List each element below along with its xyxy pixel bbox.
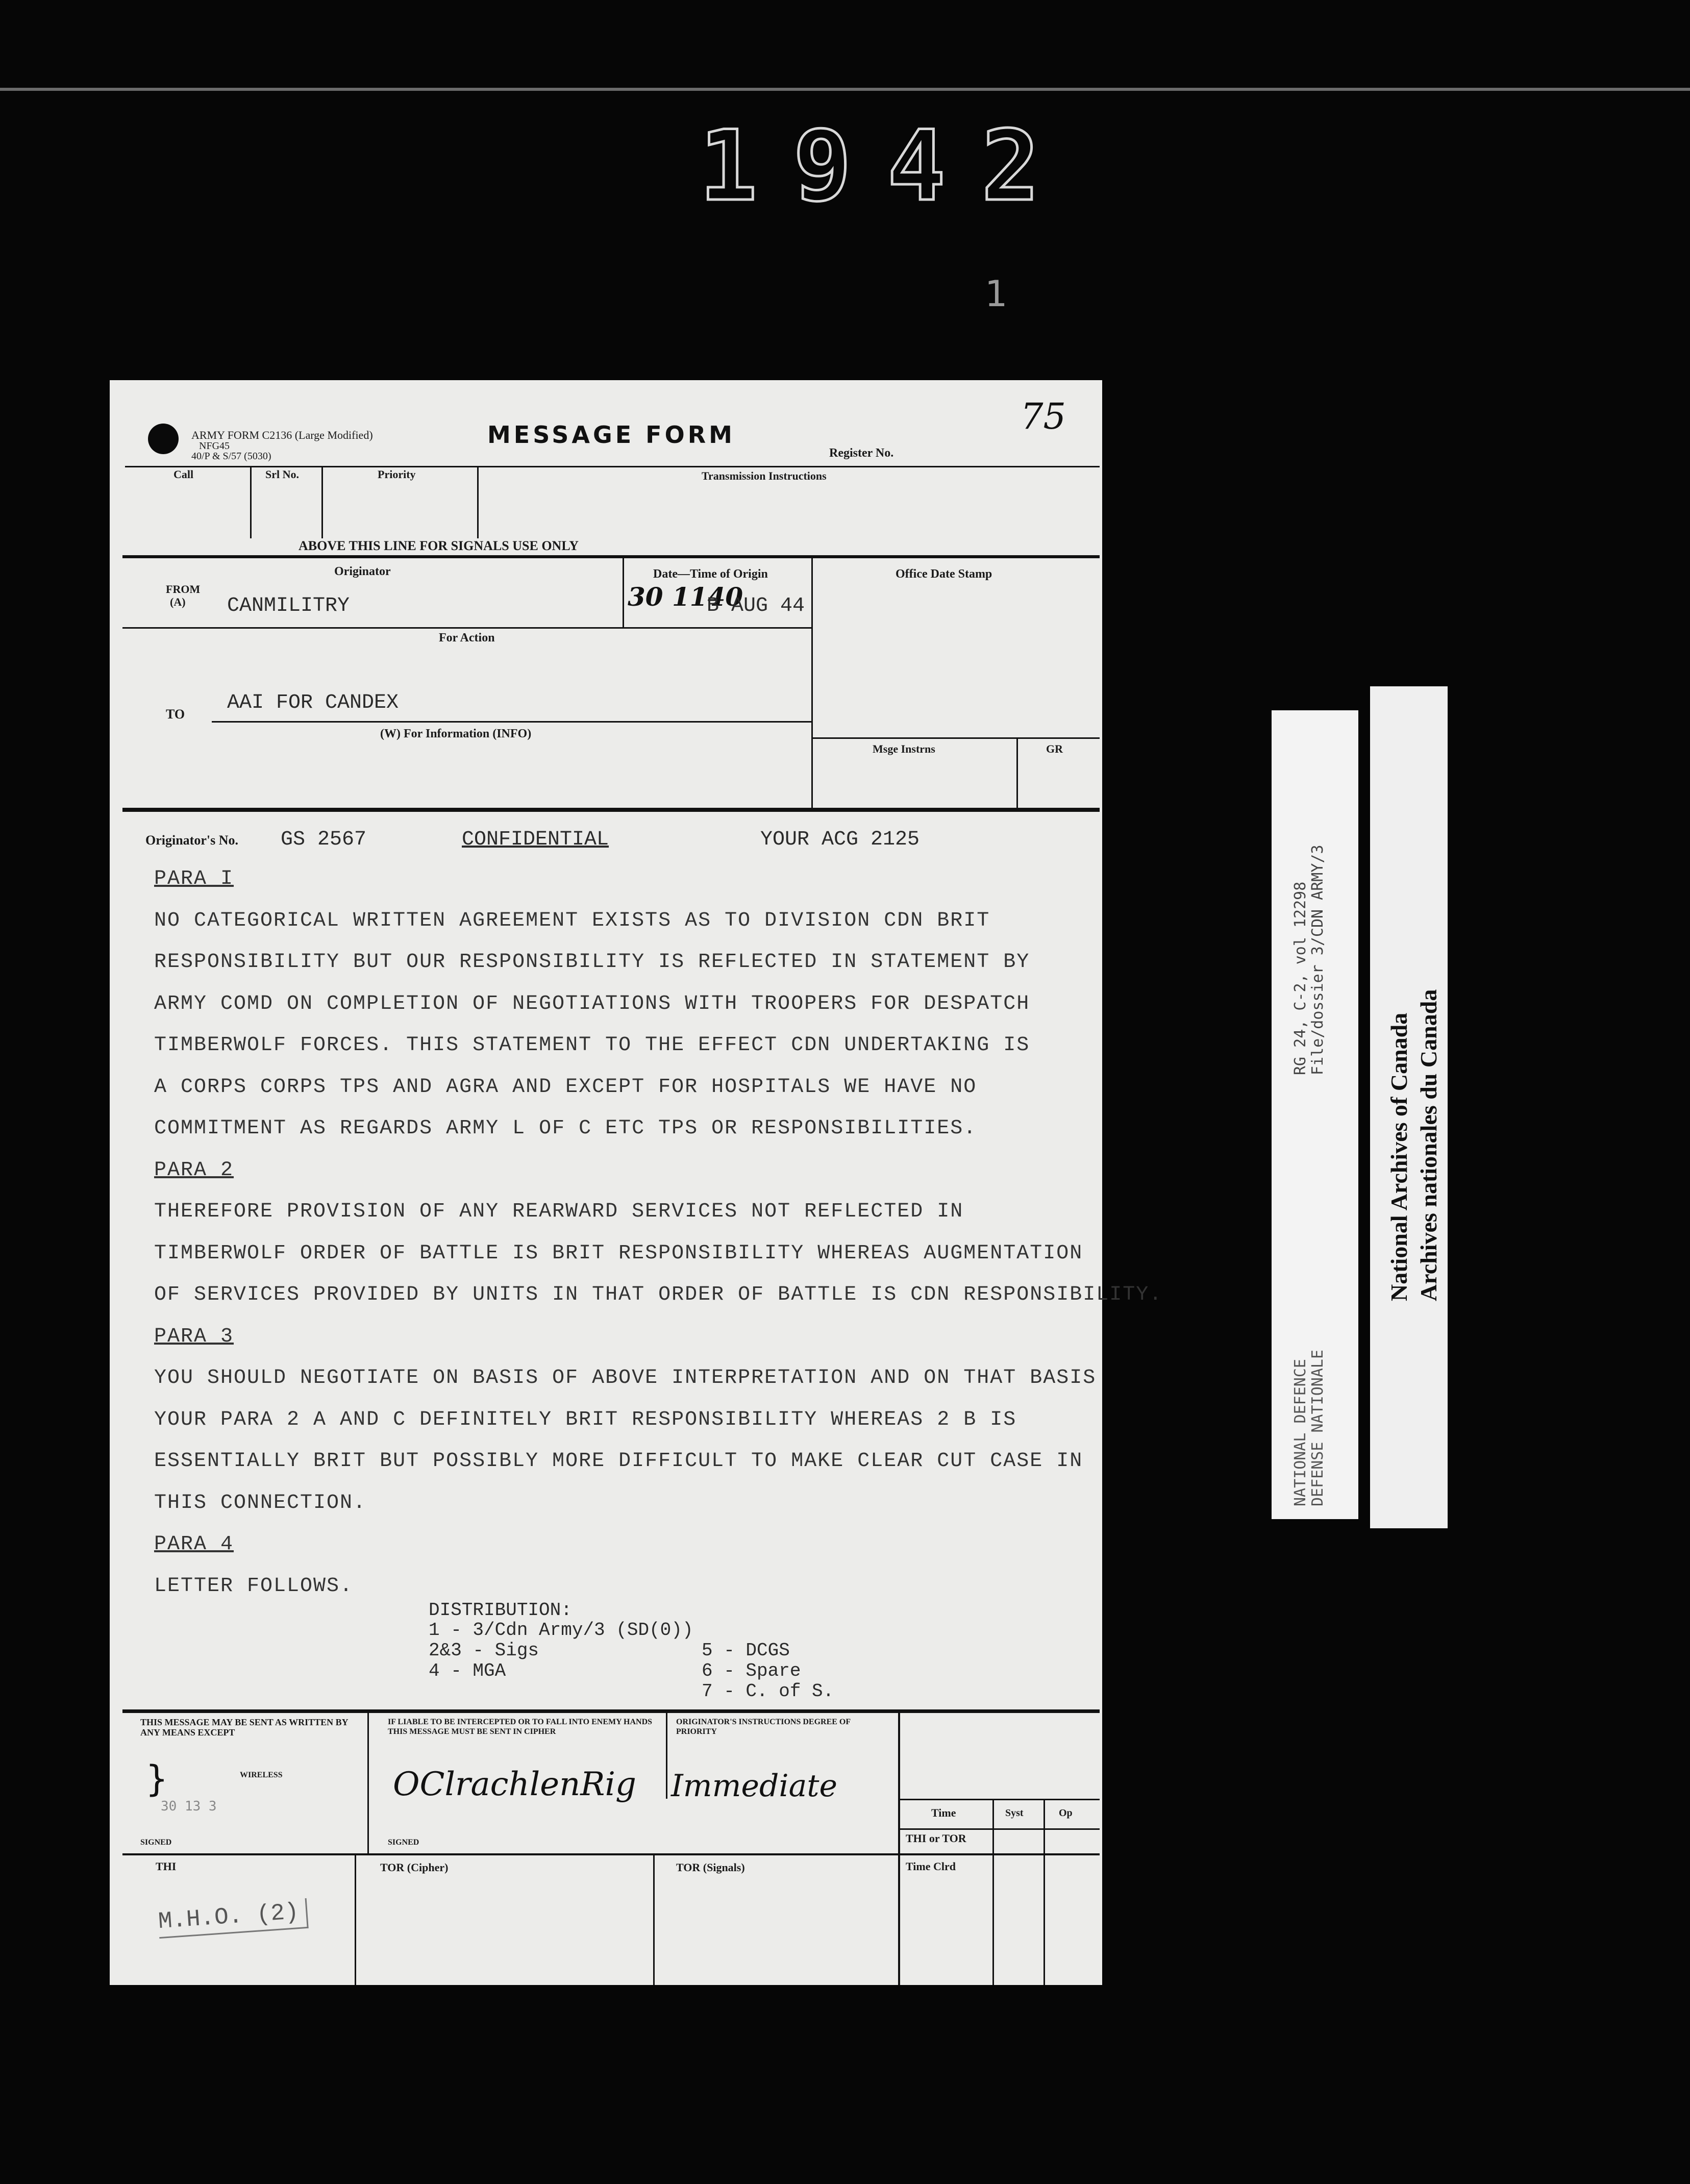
originators-no-label: Originator's No.	[145, 833, 238, 848]
to-label: TO	[166, 707, 185, 722]
thi-or-tor-label: THI or TOR	[906, 1832, 966, 1845]
for-information-label: (W) For Information (INFO)	[380, 727, 532, 740]
department-line: DEFENSE NATIONALE	[1309, 1349, 1327, 1506]
message-line: YOU SHOULD NEGOTIATE ON BASIS OF ABOVE INTERPRETATION AND ON THAT BASIS	[154, 1367, 1097, 1389]
date-handwritten: 30 1140	[628, 582, 743, 612]
archive-ref-slip	[1272, 710, 1358, 1519]
to-value: AAI FOR CANDEX	[227, 691, 399, 714]
cipher-warning: IF LIABLE TO BE INTERCEPTED OR TO FALL INTO ENEMY HANDS THIS MESSAGE MUST BE SENT IN CIPHER	[388, 1718, 653, 1736]
archives-line: National Archives of Canada	[1386, 1012, 1412, 1301]
para-heading: PARA 3	[154, 1325, 234, 1348]
department-line: NATIONAL DEFENCE	[1291, 1359, 1309, 1506]
mho-stamp: M.H.O. (2)	[157, 1898, 308, 1939]
distribution-item: 7 - C. of S.	[702, 1681, 834, 1702]
signals-use-only-label: ABOVE THIS LINE FOR SIGNALS USE ONLY	[299, 538, 579, 553]
scanner-top-rule	[0, 88, 1690, 91]
archive-ref-line: RG 24, C-2, vol 12298	[1291, 881, 1309, 1075]
from-value: CANMILITRY	[227, 594, 350, 617]
page-number: 75	[1021, 395, 1066, 437]
msge-instrns-label: Msge Instrns	[873, 742, 935, 755]
transmission-instructions-label: Transmission Instructions	[702, 469, 827, 482]
classification: CONFIDENTIAL	[462, 828, 609, 851]
distribution-item: 4 - MGA	[429, 1660, 506, 1681]
para-heading: PARA 2	[154, 1158, 234, 1182]
department-text	[1292, 1350, 1327, 1506]
originator-label: Originator	[334, 565, 391, 578]
tor-signals-label: TOR (Signals)	[676, 1861, 745, 1874]
register-no-label: Register No.	[829, 446, 894, 460]
punch-hole	[148, 424, 179, 454]
message-line: LETTER FOLLOWS.	[154, 1574, 354, 1598]
distribution-item: 2&3 - Sigs	[429, 1640, 539, 1661]
for-action-label: For Action	[439, 631, 495, 644]
form-title: MESSAGE FORM	[487, 421, 735, 449]
archives-canada-text	[1384, 989, 1444, 1301]
distribution-item: 6 - Spare	[702, 1660, 801, 1681]
distribution-item: 5 - DCGS	[702, 1640, 790, 1661]
message-line: NO CATEGORICAL WRITTEN AGREEMENT EXISTS AS TO DIVISION CDN BRIT	[154, 909, 990, 932]
distribution-heading: DISTRIBUTION:	[429, 1600, 572, 1621]
archives-line: Archives nationales du Canada	[1415, 989, 1442, 1301]
office-date-stamp-label: Office Date Stamp	[896, 567, 992, 581]
distribution-item: 1 - 3/Cdn Army/3 (SD(0))	[429, 1620, 693, 1641]
originators-no: GS 2567	[281, 828, 367, 851]
form-sub-id: NFG45	[199, 440, 230, 452]
priority-value: Immediate	[671, 1768, 837, 1804]
para-heading: PARA 4	[154, 1533, 234, 1556]
from-a-label: (A)	[170, 595, 186, 608]
reference-mark: 1	[985, 273, 1008, 315]
wireless-label: WIRELESS	[240, 1771, 283, 1779]
priority-label: Priority	[378, 468, 416, 481]
message-line: ESSENTIALLY BRIT BUT POSSIBLY MORE DIFFICULT TO MAKE CLEAR CUT CASE IN	[154, 1450, 1083, 1473]
brace-icon: }	[145, 1758, 168, 1800]
form-print-ref: 40/P & S/57 (5030)	[191, 451, 271, 462]
sent-as-written-note: THIS MESSAGE MAY BE SENT AS WRITTEN BY ANY MEANS EXCEPT	[140, 1717, 348, 1738]
date-time-of-origin-label: Date—Time of Origin	[653, 567, 768, 581]
time-label: Time	[931, 1806, 956, 1819]
army-form-id: ARMY FORM C2136 (Large Modified)	[191, 429, 373, 441]
archive-ref-text	[1292, 845, 1327, 1075]
your-reference: YOUR ACG 2125	[760, 828, 920, 851]
tor-cipher-label: TOR (Cipher)	[380, 1861, 449, 1874]
thi-label: THI	[156, 1860, 177, 1873]
call-label: Call	[173, 468, 194, 481]
message-line: OF SERVICES PROVIDED BY UNITS IN THAT ORDER OF BATTLE IS CDN RESPONSIBILITY.	[154, 1283, 1163, 1306]
distribution-list-2	[702, 1641, 834, 1702]
syst-label: Syst	[1005, 1807, 1024, 1819]
archive-ref-line: File/dossier 3/CDN ARMY/3	[1309, 845, 1327, 1075]
message-line: COMMITMENT AS REGARDS ARMY L OF C ETC TPS OR RESPONSIBILITIES.	[154, 1117, 977, 1140]
para-heading: PARA I	[154, 867, 234, 890]
srl-no-label: Srl No.	[265, 468, 299, 481]
message-line: THEREFORE PROVISION OF ANY REARWARD SERVICES NOT REFLECTED IN	[154, 1200, 964, 1223]
originator-signature: OClrachlenRig	[393, 1766, 636, 1803]
message-line: ARMY COMD ON COMPLETION OF NEGOTIATIONS WITH TROOPERS FOR DESPATCH	[154, 992, 1030, 1015]
received-stamp: 30 13 3	[161, 1799, 217, 1814]
originators-instructions-label: ORIGINATOR'S INSTRUCTIONS DEGREE OF PRIORITY	[676, 1718, 851, 1736]
archives-canada-slip	[1370, 686, 1448, 1528]
time-clrd-label: Time Clrd	[906, 1860, 956, 1873]
gr-label: GR	[1046, 742, 1063, 755]
date-typed: B AUG 44	[707, 594, 805, 617]
op-label: Op	[1059, 1807, 1073, 1819]
signed-label-1: SIGNED	[140, 1838, 172, 1847]
distribution-list-1	[429, 1620, 693, 1681]
message-line: TIMBERWOLF ORDER OF BATTLE IS BRIT RESPONSIBILITY WHEREAS AUGMENTATION	[154, 1242, 1083, 1265]
message-line: TIMBERWOLF FORCES. THIS STATEMENT TO THE EFFECT CDN UNDERTAKING IS	[154, 1034, 1030, 1057]
message-form-sheet	[110, 380, 1163, 1985]
message-line: YOUR PARA 2 A AND C DEFINITELY BRIT RESPONSIBILITY WHEREAS 2 B IS	[154, 1408, 1017, 1431]
from-label: FROM	[166, 583, 201, 595]
signed-label-2: SIGNED	[388, 1838, 419, 1847]
year-stamp: 1942	[699, 110, 1076, 222]
message-line: THIS CONNECTION.	[154, 1491, 367, 1515]
message-line: RESPONSIBILITY BUT OUR RESPONSIBILITY IS REFLECTED IN STATEMENT BY	[154, 951, 1030, 974]
message-line: A CORPS CORPS TPS AND AGRA AND EXCEPT FOR HOSPITALS WE HAVE NO	[154, 1075, 977, 1099]
